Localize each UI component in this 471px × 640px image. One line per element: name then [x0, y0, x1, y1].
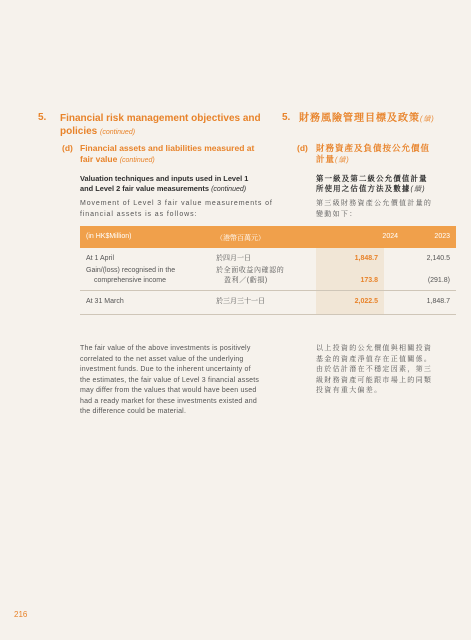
section-title-zh — [299, 112, 435, 126]
row-closing-label-zh: 於三月三十一日 — [216, 298, 265, 305]
section-number-en: 5. — [38, 112, 47, 123]
table-bottom-rule — [80, 314, 456, 315]
row-gain-label-en — [86, 266, 175, 286]
valuation-heading-en-line2: and Level 2 fair value measurements — [80, 184, 209, 193]
section-continued-en: (continued) — [100, 129, 136, 136]
body-paragraph-en — [80, 344, 285, 418]
intro-text-en-line2: financial assets is as follows: — [80, 210, 198, 218]
section-title-en-line1: Financial risk management objectives and — [60, 113, 261, 124]
intro-text-en — [80, 199, 280, 220]
section-title-zh-text: 財務風險管理目標及政策 — [299, 113, 420, 124]
row-gain-label-zh-line2: 盈利／(虧損) — [224, 277, 268, 284]
section-number-zh: 5. — [282, 112, 291, 123]
subsection-continued-zh: (續) — [335, 157, 350, 164]
body-zh-line: 基金的資產淨值存在正值關係。 — [316, 355, 433, 363]
subsection-title-zh-line1: 財務資產及負債按公允價值 — [316, 143, 431, 153]
row-gain-2024: 173.8 — [360, 277, 378, 284]
intro-text-zh-line1: 第三級財務資產公允價值計量的 — [316, 200, 433, 207]
body-en-line: investment funds. Due to the inherent uncertainty of — [80, 366, 251, 373]
intro-text-zh-line2: 變動如下： — [316, 210, 358, 218]
page-number: 216 — [14, 610, 28, 619]
row-opening-2023: 2,140.5 — [426, 255, 450, 262]
row-closing-2024: 2,022.5 — [354, 298, 378, 305]
table-divider — [80, 290, 456, 291]
subsection-title-en — [80, 143, 280, 166]
table-header-2024: 2024 — [382, 233, 398, 240]
row-opening-label-en: At 1 April — [86, 255, 115, 262]
row-gain-label-en-line2: comprehensive income — [94, 277, 166, 284]
subsection-label-en: (d) — [62, 143, 73, 153]
body-en-line: had a ready market for these investments existed and — [80, 397, 257, 405]
row-gain-label-zh — [216, 266, 284, 286]
body-zh-line: 以上投資的公允價值與相關投資 — [316, 345, 433, 352]
body-en-line: the difference could be material. — [80, 408, 187, 415]
valuation-heading-zh-line2: 所使用之估值方法及數據 — [316, 184, 411, 193]
subsection-title-zh — [316, 143, 430, 166]
subsection-title-zh-line2: 計量 — [316, 154, 336, 164]
body-zh-line: 投資有重大偏差。 — [316, 387, 383, 394]
row-gain-label-zh-line1: 於全面收益內確認的 — [216, 267, 285, 274]
valuation-heading-en-line1: Valuation techniques and inputs used in Level 1 — [80, 174, 249, 183]
valuation-heading-en — [80, 174, 280, 195]
valuation-heading-zh-line1: 第一級及第二級公允價值計量 — [316, 174, 428, 183]
table-header-2023: 2023 — [434, 233, 450, 240]
section-continued-zh: (續) — [420, 116, 435, 123]
row-opening-2024: 1,848.7 — [354, 255, 378, 262]
section-title-en-line2: policies — [60, 126, 98, 137]
table-header-unit-en: (in HK$Million) — [86, 233, 132, 240]
body-en-line: may differ from the values that would have been used — [80, 387, 257, 394]
subsection-title-en-line1: Financial assets and liabilities measured at — [80, 143, 255, 153]
section-title-en — [60, 112, 270, 139]
row-gain-label-en-line1: Gain/(loss) recognised in the — [86, 267, 176, 274]
row-gain-2023: (291.8) — [427, 277, 450, 284]
subsection-title-en-line2: fair value — [80, 154, 118, 164]
row-closing-label-en: At 31 March — [86, 298, 124, 305]
valuation-heading-continued-en: (continued) — [211, 186, 247, 193]
table-header — [80, 226, 456, 248]
table-header-unit-zh: （港幣百萬元） — [216, 235, 265, 242]
row-closing-2023: 1,848.7 — [426, 298, 450, 305]
body-en-line: The fair value of the above investments is positively — [80, 345, 251, 352]
body-en-line: the estimates, the fair value of Level 3 financial assets — [80, 376, 260, 384]
row-opening-label-zh: 於四月一日 — [216, 255, 251, 262]
body-paragraph-zh — [316, 344, 432, 397]
body-zh-line: 由於估計潛在不穩定因素，第三 — [316, 366, 433, 373]
body-zh-line: 級財務資產可能跟市場上的同類 — [316, 376, 433, 384]
valuation-heading-continued-zh: (續) — [410, 186, 426, 193]
intro-text-zh — [316, 199, 432, 220]
valuation-heading-zh — [316, 174, 428, 195]
subsection-label-zh: (d) — [297, 143, 308, 153]
body-en-line: correlated to the net asset value of the underlying — [80, 355, 244, 363]
intro-text-en-line1: Movement of Level 3 fair value measurements of — [80, 200, 273, 207]
subsection-continued-en: (continued) — [119, 157, 155, 164]
